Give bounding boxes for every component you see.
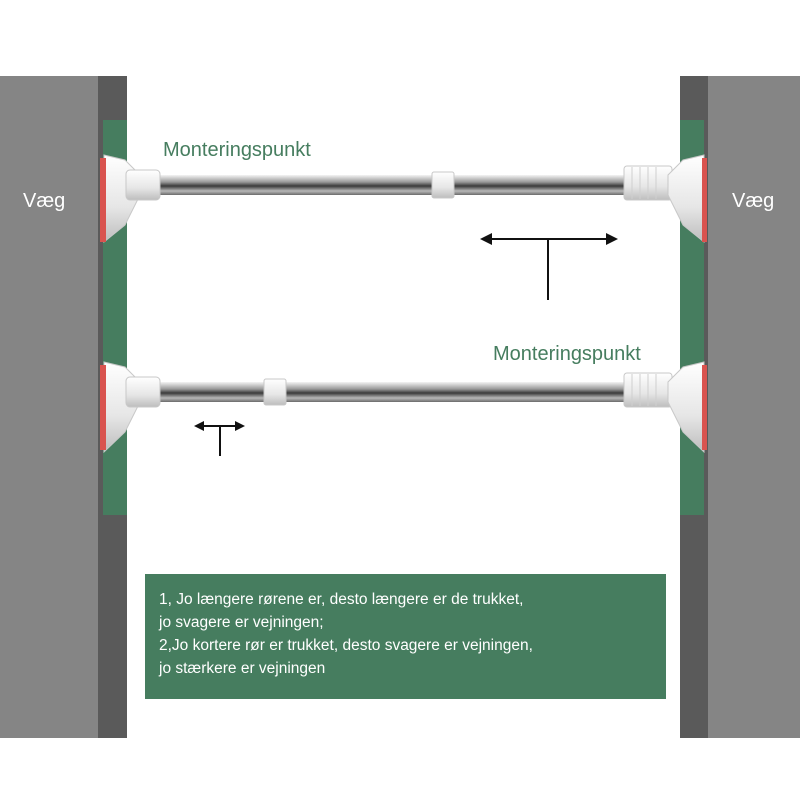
bottom-rod-joint — [264, 379, 286, 405]
top-rod-left-sleeve — [126, 170, 160, 200]
top-rod-tube — [150, 175, 630, 195]
large-t-arrow-icon — [480, 233, 618, 300]
note-line-4: jo stærkere er vejningen — [159, 660, 326, 677]
left-wall-label: Væg — [23, 190, 66, 212]
bottom-rod-tube — [150, 382, 630, 402]
top-rod-right-pad-icon — [668, 155, 704, 242]
note-line-3: 2,Jo kortere rør er trukket, desto svagere er vejningen, — [159, 637, 533, 654]
note-line-2: jo svagere er vejningen; — [159, 614, 324, 631]
small-t-arrow-icon — [194, 421, 245, 456]
bottom-rod-right-pad-icon — [668, 362, 704, 452]
right-wall-label: Væg — [732, 190, 775, 212]
bottom-rod-left-sleeve — [126, 377, 160, 407]
explanation-box — [145, 574, 666, 699]
top-rod-joint — [432, 172, 454, 198]
top-rod — [100, 155, 707, 242]
bottom-mount-label: Monteringspunkt — [493, 343, 641, 365]
bottom-rod — [100, 362, 707, 452]
top-mount-label: Monteringspunkt — [163, 139, 311, 161]
note-line-1: 1, Jo længere rørene er, desto længere er de trukket, — [159, 591, 524, 608]
